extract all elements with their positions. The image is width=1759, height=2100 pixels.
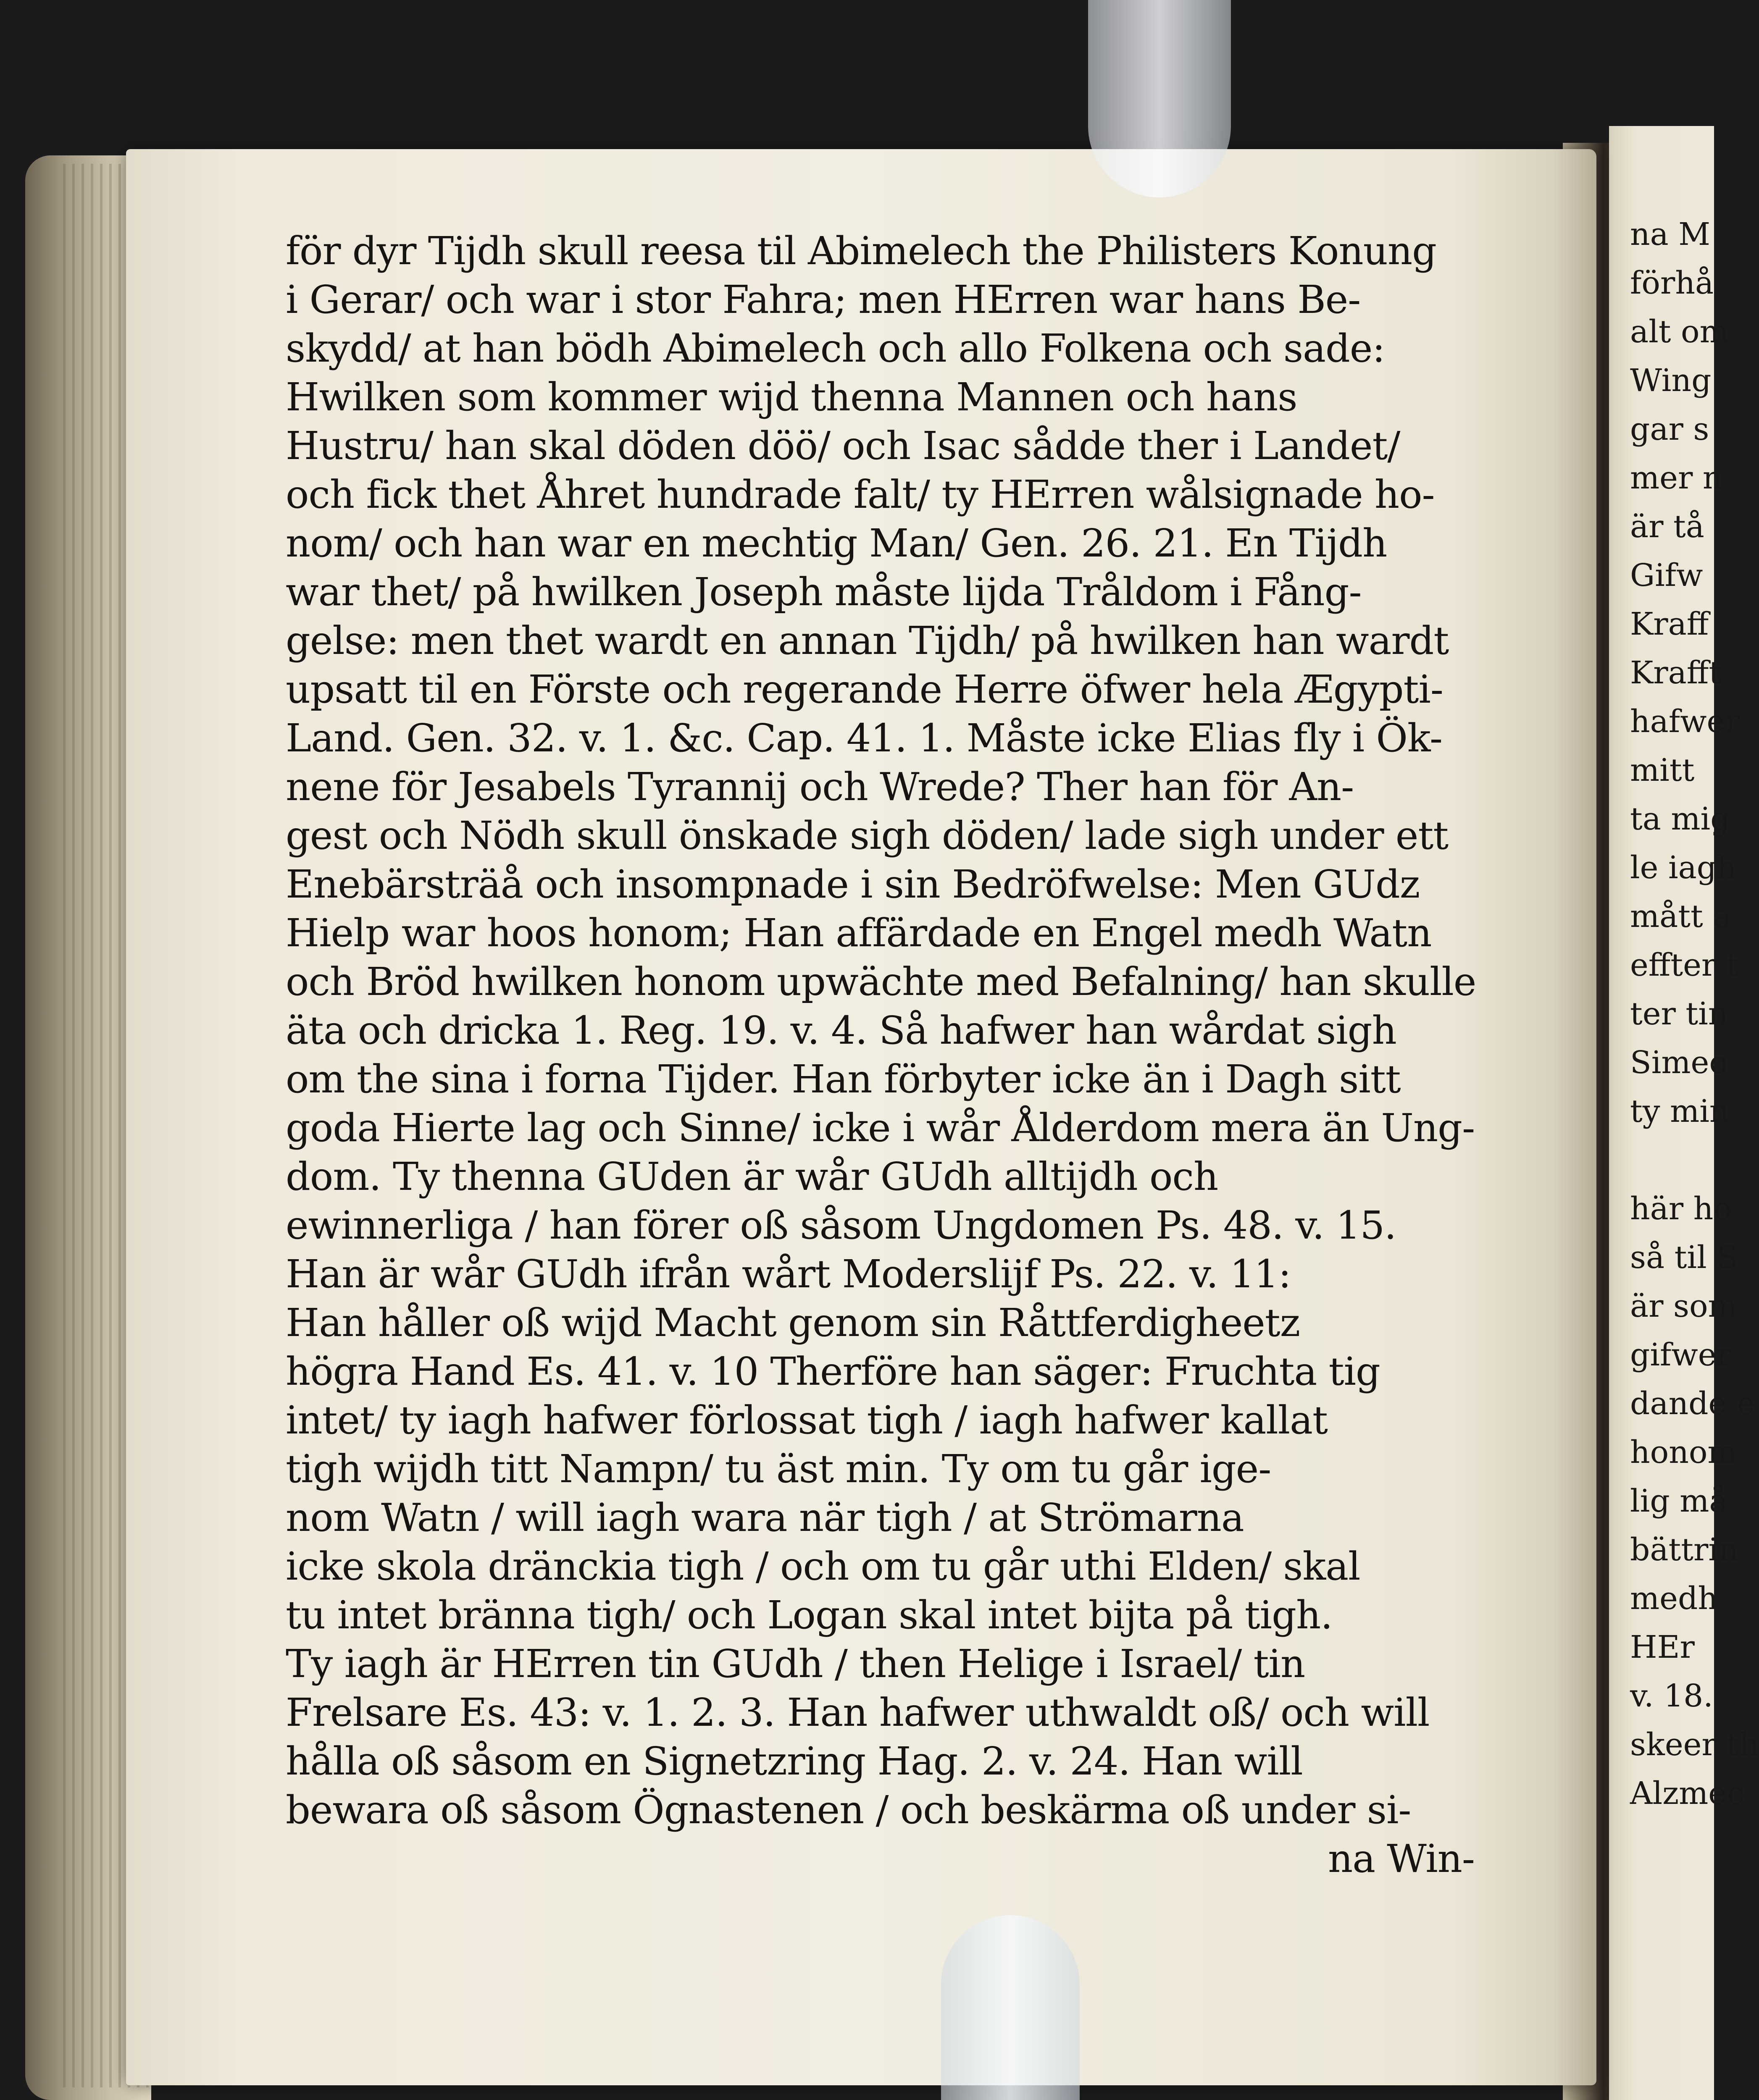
- text-line: intet/ ty iagh hafwer förlossat tigh / iagh hafwer kallat: [286, 1398, 1328, 1443]
- facing-text-fragment: är tå: [1630, 509, 1704, 545]
- text-line: war thet/ på hwilken Joseph måste lijda Tråldom i Fång-: [286, 570, 1362, 614]
- text-line: upsatt til en Förste och regerande Herre öfwer hela Ægypti-: [286, 667, 1443, 712]
- text-line: ewinnerliga / han förer oß såsom Ungdomen Ps. 48. v. 15.: [286, 1203, 1396, 1248]
- text-line: Ty iagh är HErren tin GUdh / then Helige i Israel/ tin: [286, 1641, 1305, 1686]
- text-line: i Gerar/ och war i stor Fahra; men HErren war hans Be-: [286, 277, 1361, 322]
- text-line: högra Hand Es. 41. v. 10 Therföre han säger: Fruchta tig: [286, 1349, 1380, 1394]
- facing-text-fragment: lig må: [1630, 1483, 1728, 1519]
- facing-text-fragment: så til S: [1630, 1239, 1738, 1276]
- facing-text-fragment: gifwer: [1630, 1337, 1731, 1373]
- text-line: Land. Gen. 32. v. 1. &c. Cap. 41. 1. Måste icke Elias fly i Ök-: [286, 716, 1443, 761]
- facing-text-fragment: le iagh: [1630, 850, 1737, 886]
- text-line: gest och Nödh skull önskade sigh döden/ lade sigh under ett: [286, 813, 1449, 858]
- text-line: tu intet bränna tigh/ och Logan skal intet bijta på tigh.: [286, 1593, 1333, 1638]
- facing-text-fragment: gar s: [1630, 411, 1709, 447]
- facing-text-fragment: effter t: [1630, 947, 1739, 983]
- text-line: bewara oß såsom Ögnastenen / och beskärma oß under si-: [286, 1788, 1411, 1832]
- facing-text-fragment: na M: [1630, 216, 1711, 252]
- text-line: goda Hierte lag och Sinne/ icke i wår Ålderdom mera än Ung-: [286, 1105, 1475, 1150]
- page-text: [286, 227, 1475, 1883]
- text-line: Hwilken som kommer wijd thenna Mannen och hans: [286, 375, 1297, 420]
- text-line: icke skola dränckia tigh / och om tu går uthi Elden/ skal: [286, 1544, 1360, 1589]
- text-line: för dyr Tijdh skull reesa til Abimelech the Philisters Konung: [286, 228, 1437, 273]
- text-line: om the sina i forna Tijder. Han förbyter icke än i Dagh sitt: [286, 1057, 1401, 1102]
- text-line: Han håller oß wijd Macht genom sin Råttferdigheetz: [286, 1300, 1300, 1345]
- text-line: Enebärsträå och insompnade i sin Bedröfwelse: Men GUdz: [286, 862, 1420, 907]
- facing-text-fragment: HEr: [1630, 1629, 1695, 1665]
- facing-text-fragment: Gifw: [1630, 557, 1703, 593]
- text-line: Frelsare Es. 43: v. 1. 2. 3. Han hafwer uthwaldt oß/ och will: [286, 1690, 1430, 1735]
- facing-text-fragment: ter tin: [1630, 996, 1728, 1032]
- top-page-clip: [1088, 0, 1231, 197]
- facing-text-fragment: mitt: [1630, 752, 1695, 788]
- facing-text-fragment: Kraff: [1630, 606, 1709, 642]
- text-line: nene för Jesabels Tyrannij och Wrede? Ther han för An-: [286, 764, 1354, 809]
- facing-text-fragment: dande e: [1630, 1386, 1755, 1422]
- text-line: gelse: men thet wardt en annan Tijdh/ på hwilken han wardt: [286, 618, 1449, 663]
- text-line: äta och dricka 1. Reg. 19. v. 4. Så hafwer han wårdat sigh: [286, 1008, 1396, 1053]
- facing-text-fragment: är som: [1630, 1288, 1738, 1324]
- facing-text-fragment: Wing: [1630, 362, 1712, 399]
- text-line: Hustru/ han skal döden döö/ och Isac sådde ther i Landet/: [286, 423, 1400, 468]
- facing-text-fragment: skeer th: [1630, 1727, 1759, 1763]
- text-line: Han är wår GUdh ifrån wårt Moderslijf Ps. 22. v. 11:: [286, 1252, 1291, 1297]
- facing-text-fragment: alt om: [1630, 314, 1729, 350]
- bottom-page-clip: [941, 1915, 1080, 2100]
- facing-text-fragment: här ho: [1630, 1191, 1732, 1227]
- facing-text-fragment: förhå: [1630, 265, 1714, 301]
- facing-text-fragment: ta mig: [1630, 801, 1730, 837]
- facing-text-fragment: medh: [1630, 1580, 1718, 1617]
- facing-text-fragment: bättrin: [1630, 1532, 1738, 1568]
- facing-text-fragment: honom: [1630, 1434, 1737, 1470]
- facing-page-text: [1630, 210, 1759, 1818]
- text-line: och Bröd hwilken honom upwächte med Befalning/ han skulle: [286, 959, 1476, 1004]
- facing-text-fragment: Krafft: [1630, 655, 1722, 691]
- text-line: dom. Ty thenna GUden är wår GUdh alltijdh och: [286, 1154, 1218, 1199]
- facing-text-fragment: ty min: [1630, 1093, 1730, 1129]
- facing-text-fragment: v. 18.: [1630, 1678, 1713, 1714]
- facing-text-fragment: mått a: [1630, 898, 1732, 934]
- text-line: och fick thet Åhret hundrade falt/ ty HErren wålsignade ho-: [286, 472, 1435, 517]
- text-line: hålla oß såsom en Signetzring Hag. 2. v. 24. Han will: [286, 1739, 1303, 1784]
- facing-text-fragment: [1630, 1136, 1714, 1184]
- text-line: nom Watn / will iagh wara när tigh / at Strömarna: [286, 1495, 1244, 1540]
- facing-text-fragment: Simeo: [1630, 1045, 1728, 1081]
- text-line: nom/ och han war en mechtig Man/ Gen. 26. 21. En Tijdh: [286, 521, 1387, 566]
- text-line: na Win-: [1328, 1836, 1475, 1881]
- facing-text-fragment: Alzmec: [1630, 1775, 1744, 1811]
- text-line: tigh wijdh titt Nampn/ tu äst min. Ty om tu går ige-: [286, 1446, 1271, 1491]
- facing-text-fragment: mer n: [1630, 460, 1723, 496]
- text-line: Hielp war hoos honom; Han affärdade en Engel medh Watn: [286, 911, 1432, 956]
- text-line: skydd/ at han bödh Abimelech och allo Folkena och sade:: [286, 326, 1385, 371]
- facing-text-fragment: hafwer: [1630, 704, 1740, 740]
